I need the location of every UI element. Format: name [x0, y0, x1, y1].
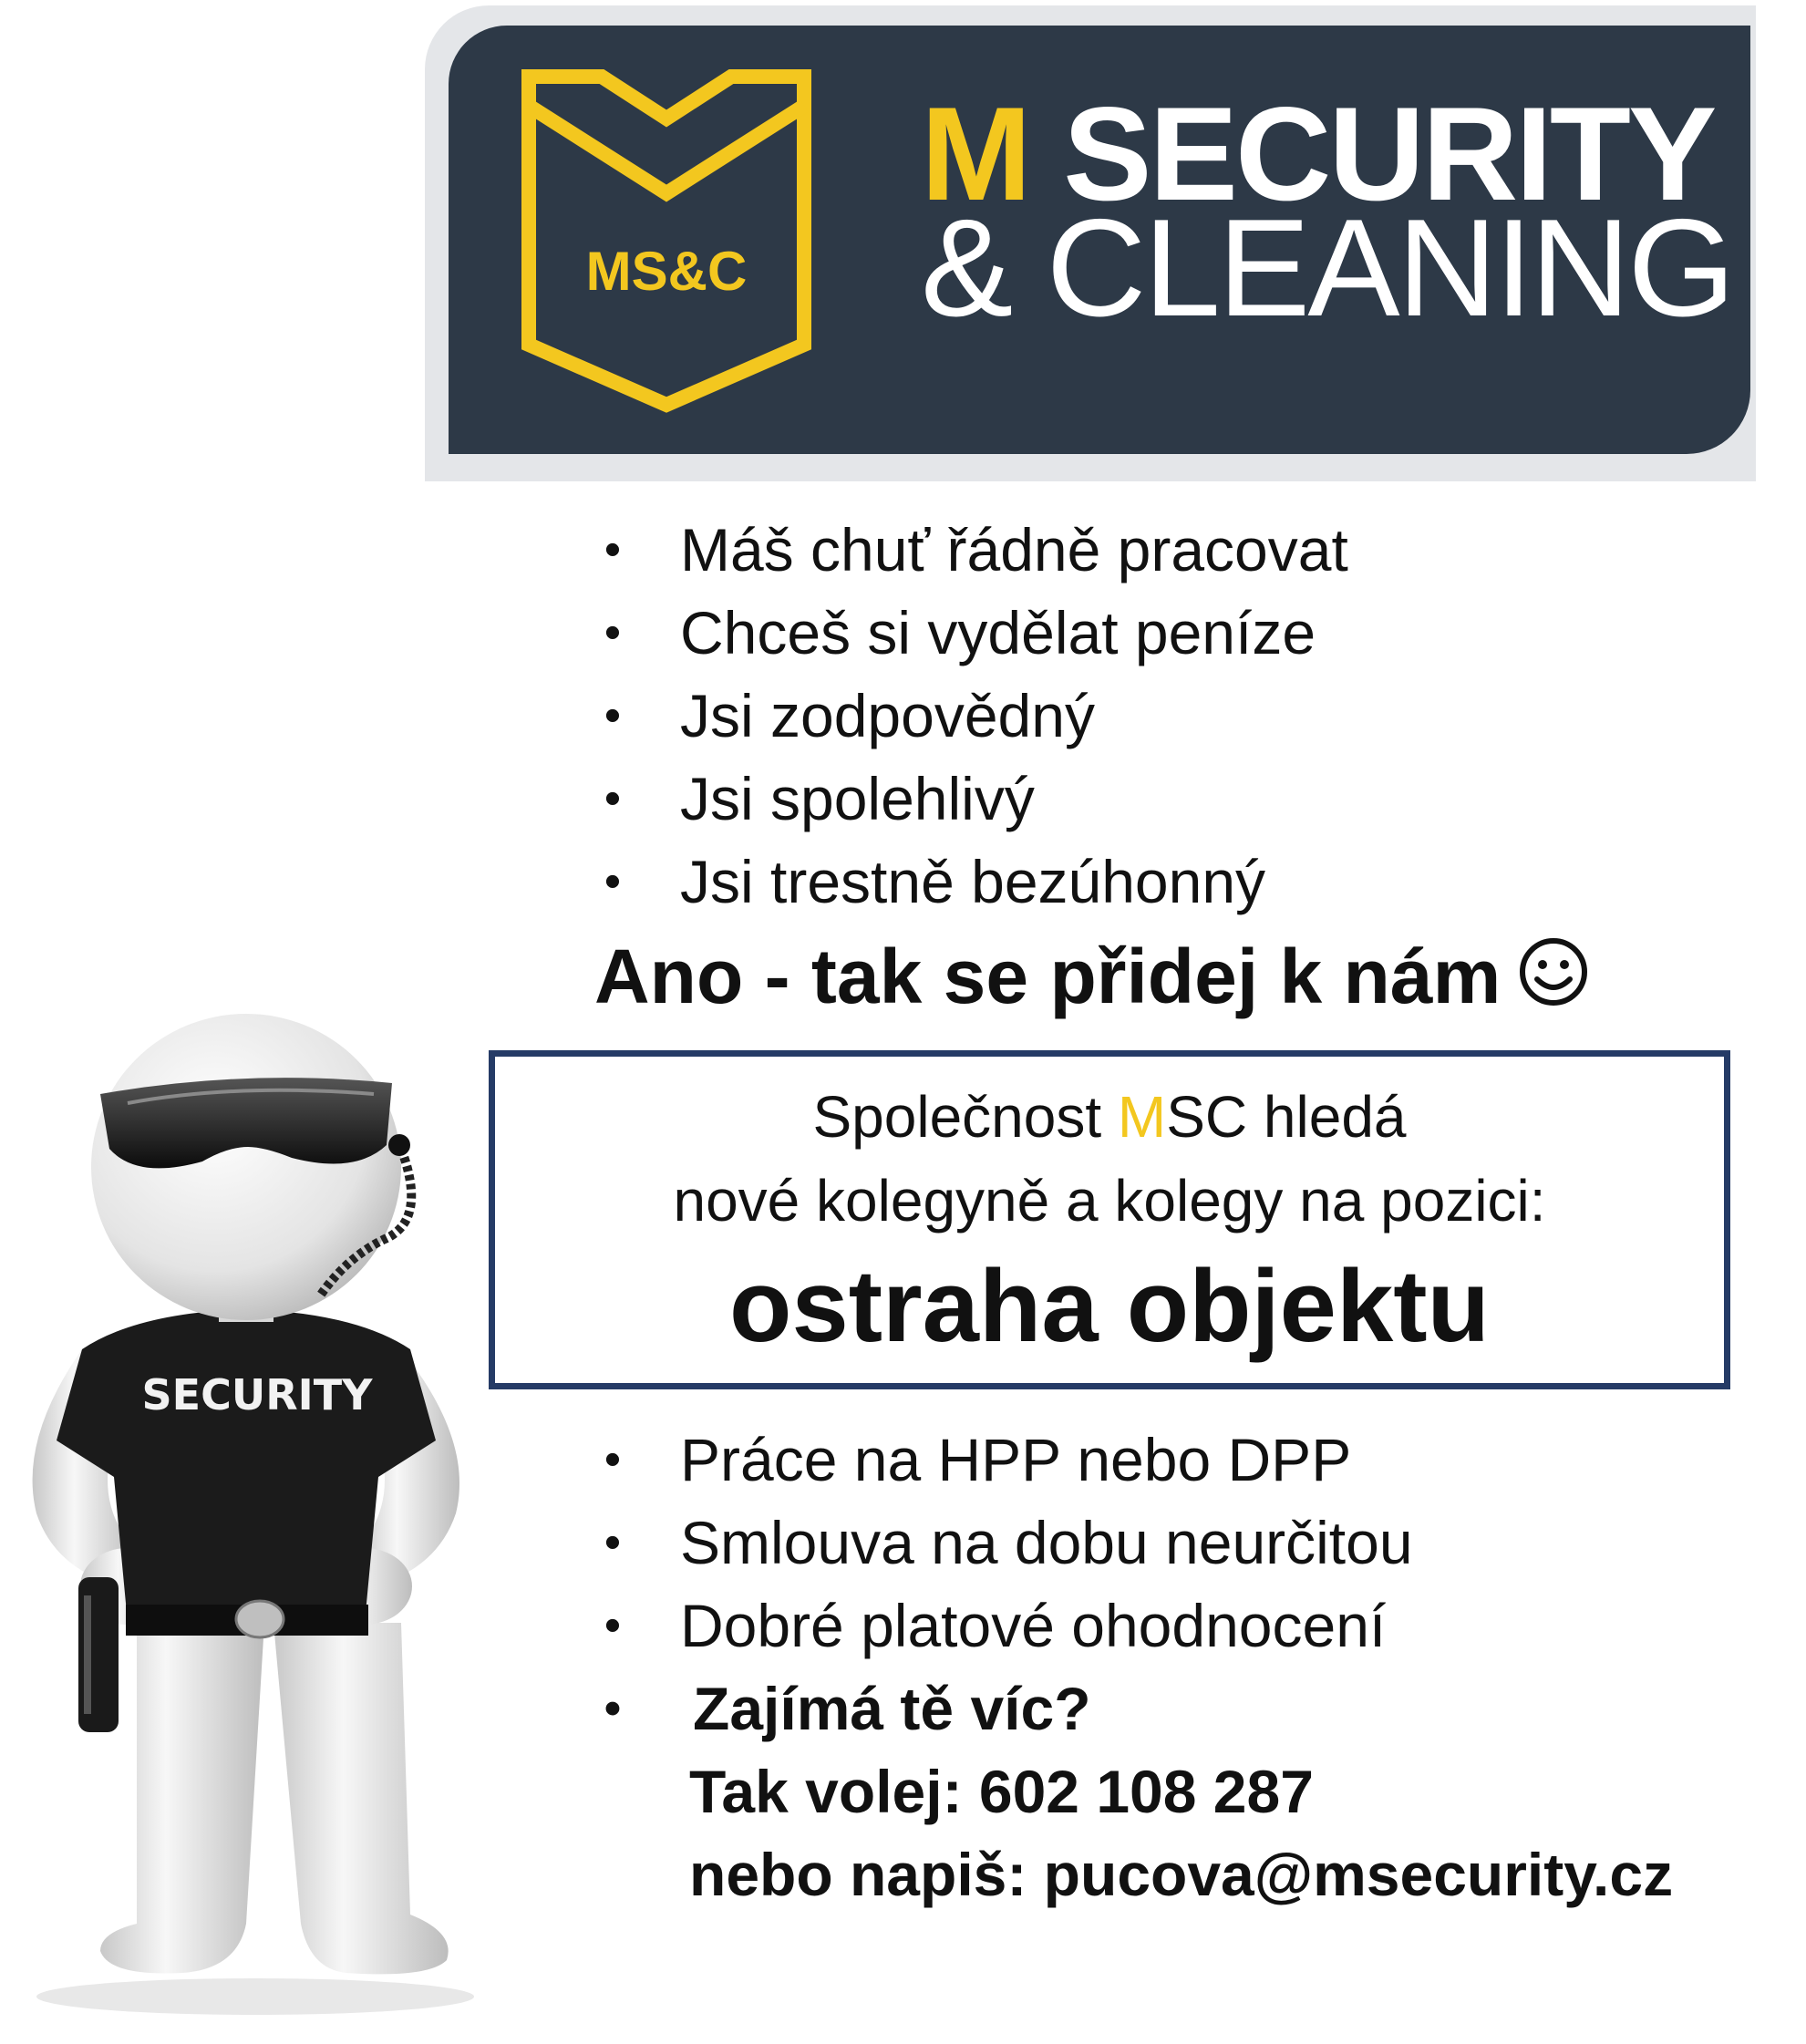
bullet: •	[604, 523, 622, 576]
list-item-text: Jsi spolehlivý	[680, 765, 1035, 832]
requirements-list	[594, 509, 1348, 924]
call-to-action	[594, 934, 1590, 1019]
list-item-text: Máš chuť řádně pracovat	[680, 516, 1348, 583]
list-item-text: Smlouva na dobu neurčitou	[680, 1509, 1413, 1576]
bullet: •	[604, 1516, 622, 1569]
brand-word: SECURITY	[1028, 79, 1715, 228]
job-offer-box	[489, 1050, 1730, 1389]
cta-text: Ano - tak se přidej k nám	[594, 934, 1502, 1019]
bullet: •	[604, 1682, 622, 1735]
bullet: •	[604, 855, 622, 908]
list-item	[594, 758, 1348, 841]
contact-email[interactable]: nebo napiš: pucova@msecurity.cz	[689, 1841, 1674, 1908]
list-item	[594, 1585, 1673, 1667]
benefits-list	[594, 1419, 1673, 1916]
smiley-icon	[1517, 935, 1590, 1008]
company-line	[495, 1084, 1724, 1150]
contact-item	[594, 1667, 1673, 1916]
bullet: •	[604, 772, 622, 825]
bullet: •	[604, 606, 622, 659]
security-guard-figure	[0, 966, 511, 2024]
job-title: ostraha objektu	[729, 1249, 1490, 1363]
brand-initial: M	[921, 79, 1029, 228]
list-item	[594, 1502, 1673, 1585]
list-item-text: Jsi zodpovědný	[680, 682, 1095, 749]
shirt-text: SECURITY	[141, 1370, 373, 1419]
list-item	[594, 592, 1348, 675]
bullet: •	[604, 689, 622, 742]
contact-question: Zajímá tě víc?	[693, 1675, 1091, 1742]
company-accent-letter: M	[1117, 1084, 1167, 1150]
list-item	[594, 509, 1348, 592]
list-item-text: Práce na HPP nebo DPP	[680, 1426, 1352, 1493]
bullet: •	[604, 1599, 622, 1652]
company-line-end: SC hledá	[1166, 1084, 1407, 1150]
contact-phone[interactable]: Tak volej: 602 108 287	[689, 1758, 1314, 1825]
list-item-text: Dobré platové ohodnocení	[680, 1592, 1387, 1659]
msc-shield-logo	[520, 66, 813, 416]
bullet: •	[604, 1433, 622, 1486]
list-item	[594, 1419, 1673, 1502]
hiring-line: nové kolegyně a kolegy na pozici:	[673, 1168, 1546, 1234]
list-item	[594, 675, 1348, 758]
list-item-text: Jsi trestně bezúhonný	[680, 848, 1266, 915]
list-item	[594, 841, 1348, 924]
list-item-text: Chceš si vydělat peníze	[680, 599, 1316, 666]
brand-subtitle: & CLEANING	[921, 191, 1733, 346]
logo-badge-text: MS&C	[585, 241, 748, 302]
company-line-start: Společnost	[812, 1084, 1118, 1150]
